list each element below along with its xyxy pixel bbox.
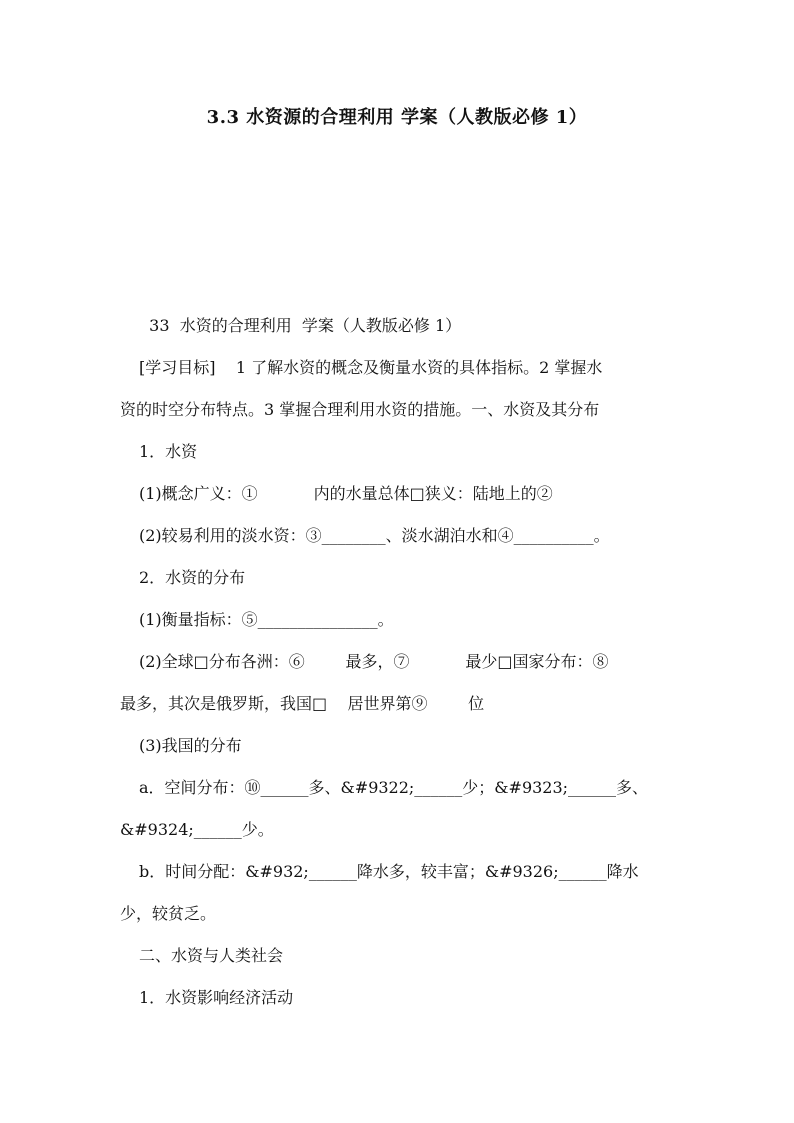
section-heading: 二、水资与人类社会: [139, 946, 284, 965]
paragraph-line: (3)我国的分布: [139, 736, 242, 755]
paragraph-line: a．空间分布：⑩______多、&#9322;______少；&#9323;______多、: [139, 778, 649, 797]
paragraph-line: 资的时空分布特点。3 掌握合理利用水资的措施。一、水资及其分布: [120, 400, 600, 419]
paragraph-line: (2)较易利用的淡水资：③________、淡水湖泊水和④__________。: [139, 526, 610, 545]
paragraph-line: (2)全球□分布各洲：⑥ 最多，⑦ 最少□国家分布：⑧: [139, 652, 609, 671]
section-heading: 1．水资: [139, 442, 198, 461]
paragraph-line: (1)衡量指标：⑤_______________。: [139, 610, 394, 629]
section-heading: 2．水资的分布: [139, 568, 246, 587]
paragraph-line: (1)概念广义：① 内的水量总体□狭义：陆地上的②: [139, 484, 553, 503]
section-heading: 1．水资影响经济活动: [139, 988, 294, 1007]
paragraph-line: 少，较贫乏。: [120, 904, 217, 923]
paragraph-line: 最多，其次是俄罗斯，我国□ 居世界第⑨ 位: [120, 694, 485, 713]
paragraph-line: [学习目标] 1 了解水资的概念及衡量水资的具体指标。2 掌握水: [139, 358, 603, 377]
subtitle-line: 33 水资的合理利用 学案（人教版必修 1）: [139, 316, 462, 335]
document-title: 3.3 水资源的合理利用 学案（人教版必修 1）: [206, 107, 588, 128]
paragraph-line: &#9324;______少。: [120, 820, 274, 839]
paragraph-line: b．时间分配：&#932;______降水多，较丰富；&#9326;______降水: [139, 862, 639, 881]
